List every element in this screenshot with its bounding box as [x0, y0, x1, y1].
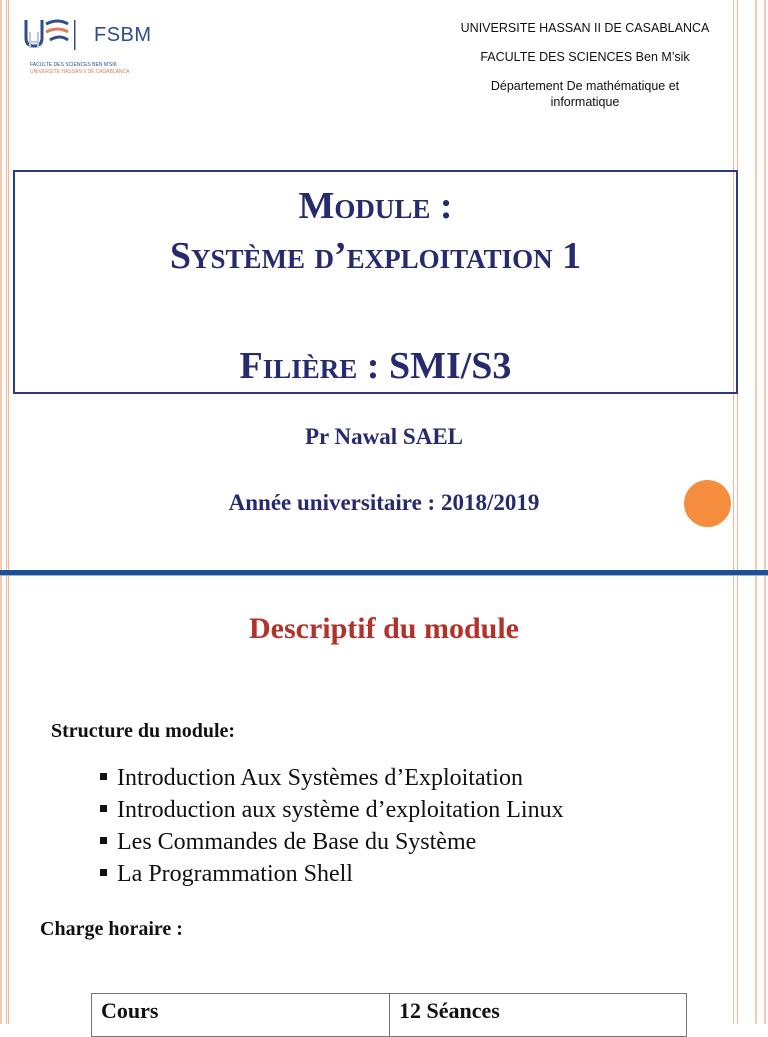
logo-wordmark: FSBM — [94, 24, 152, 46]
decorative-orange-circle — [684, 480, 731, 527]
hours-table — [91, 993, 687, 1037]
department-line: Département De mathématique et — [490, 79, 680, 93]
professor-name: Pr Nawal SAEL — [304, 424, 464, 449]
logo-subtitle: FACULTE DES SCIENCES BEN M'SIK — [30, 62, 117, 68]
logo-subtitle: UNIVERSITE HASSAN II DE CASABLANCA — [30, 69, 130, 75]
department-line: informatique — [550, 95, 620, 109]
academic-year: Année universitaire : 2018/2019 — [228, 490, 540, 515]
table-row — [92, 994, 687, 1037]
list-item: La Programmation Shell — [100, 858, 564, 890]
bullet-square-icon — [100, 837, 107, 844]
structure-label: Structure du module: — [51, 720, 236, 742]
track-title: Filière : SMI/S3 — [239, 345, 512, 387]
department-name — [440, 78, 730, 110]
university-name: UNIVERSITE HASSAN II DE CASABLANCA — [460, 21, 710, 35]
structure-list — [100, 762, 564, 890]
table-cell: 12 Séances — [390, 994, 687, 1037]
faculty-name: FACULTE DES SCIENCES Ben M’sik — [480, 50, 690, 64]
faculty-logo — [22, 18, 152, 78]
bullet-square-icon — [100, 869, 107, 876]
table-cell: Cours — [92, 994, 390, 1037]
charge-label: Charge horaire : — [40, 918, 183, 940]
uh2-logo-icon — [22, 18, 82, 60]
list-item: Introduction aux système d’exploitation Linux — [100, 794, 564, 826]
title-box — [13, 170, 738, 394]
list-item: Introduction Aux Systèmes d’Exploitation — [100, 762, 564, 794]
bullet-square-icon — [100, 805, 107, 812]
institution-header — [440, 20, 730, 123]
list-item: Les Commandes de Base du Système — [100, 826, 564, 858]
slide-heading: Descriptif du module — [249, 612, 519, 645]
slide-divider-shadow — [0, 575, 768, 576]
bullet-square-icon — [100, 773, 107, 780]
module-label: Module : — [298, 185, 453, 227]
course-title: Système d’exploitation 1 — [169, 235, 582, 277]
